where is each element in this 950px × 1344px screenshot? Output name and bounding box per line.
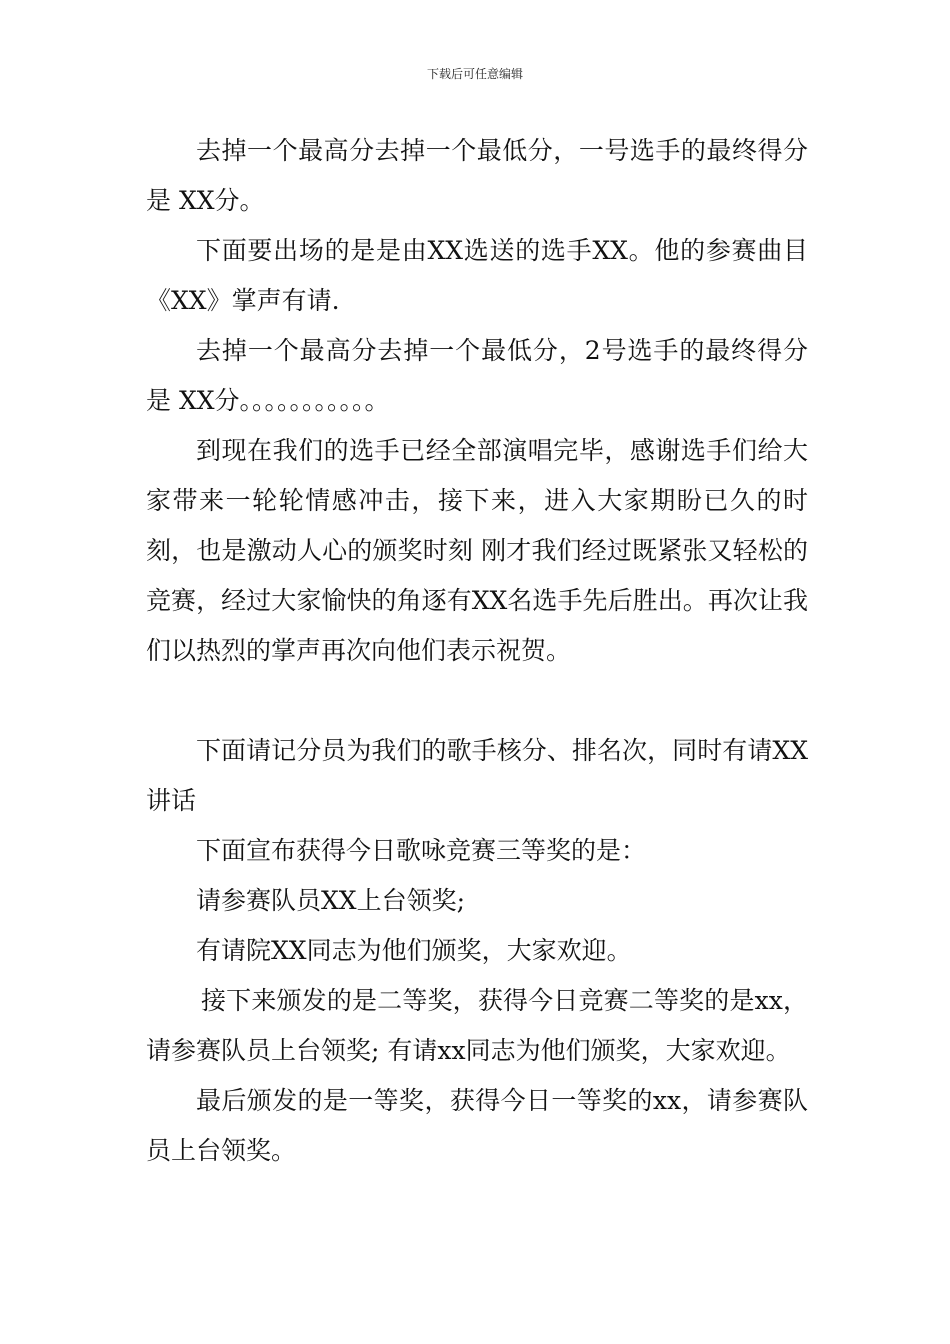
blank-line bbox=[146, 676, 808, 726]
paragraph-score-1: 去掉一个最高分去掉一个最低分，一号选手的最终得分是 XX分。 bbox=[146, 136, 808, 215]
paragraph-scorekeeper: 下面请记分员为我们的歌手核分、排名次，同时有请XX讲话 bbox=[146, 736, 808, 815]
paragraph-first-prize: 最后颁发的是一等奖，获得今日一等奖的xx，请参赛队员上台领奖。 bbox=[146, 1086, 808, 1165]
page-header: 下载后可任意编辑 bbox=[426, 67, 523, 81]
paragraph-third-prize-receive: 请参赛队员XX上台领奖; bbox=[196, 886, 466, 915]
paragraph-next-contestant: 下面要出场的是是由XX选送的选手XX。他的参赛曲目《XX》掌声有请. bbox=[146, 236, 808, 315]
paragraph-score-2: 去掉一个最高分去掉一个最低分，2号选手的最终得分是 XX分。。。。。。。。。。。 bbox=[146, 336, 808, 415]
paragraph-third-prize-present: 有请院XX同志为他们颁奖，大家欢迎。 bbox=[196, 936, 632, 965]
document-body bbox=[146, 126, 808, 1176]
paragraph-second-prize: 接下来颁发的是二等奖，获得今日竞赛二等奖的是xx，请参赛队员上台领奖; 有请xx同志为他们颁奖，大家欢迎。 bbox=[146, 986, 808, 1065]
paragraph-third-prize-announce: 下面宣布获得今日歌咏竞赛三等奖的是： bbox=[196, 836, 647, 865]
paragraph-performances-complete: 到现在我们的选手已经全部演唱完毕，感谢选手们给大家带来一轮轮情感冲击，接下来，进入大家期盼已久的时刻，也是激动人心的颁奖时刻 刚才我们经过既紧张又轻松的竞赛，经过大家愉快的角逐有XX名选手先后胜出。再次让我们以热烈的掌声再次向他们表示祝贺。 bbox=[146, 436, 808, 665]
